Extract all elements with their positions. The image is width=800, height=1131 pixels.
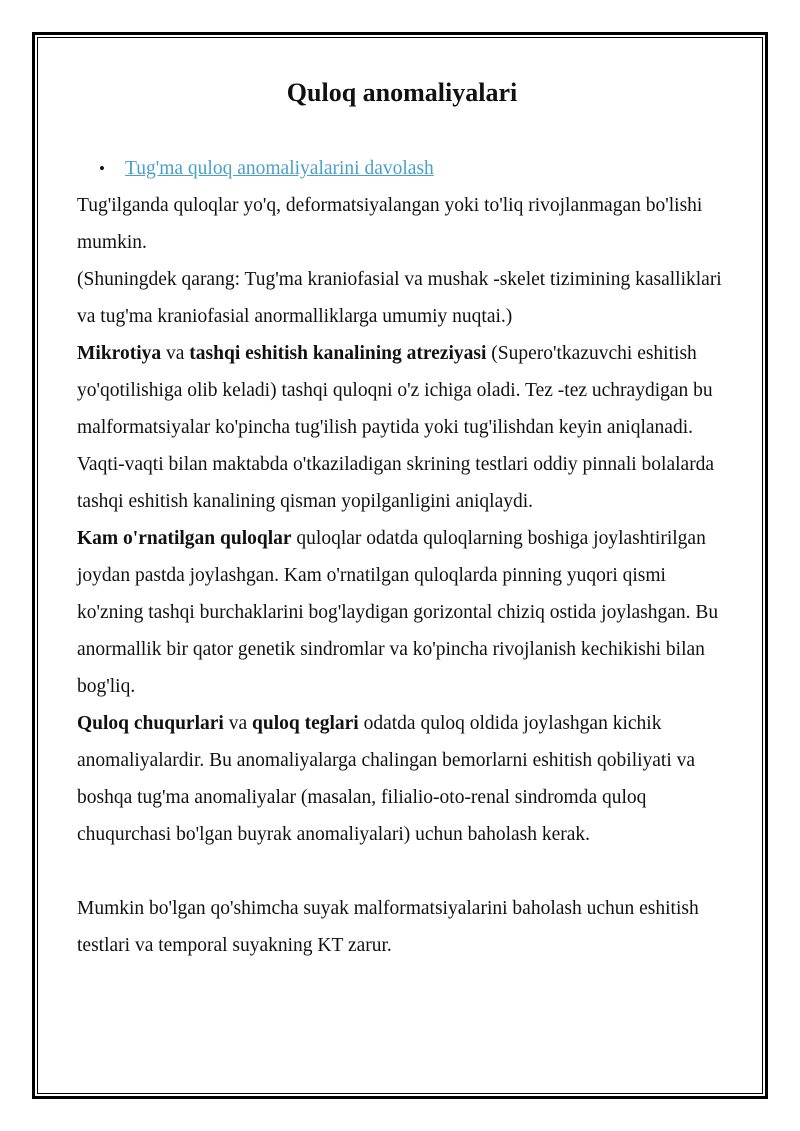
document-body xyxy=(77,76,727,964)
paragraph-intro: Tug'ilganda quloqlar yo'q, deformatsiyalangan yoki to'liq rivojlanmagan bo'lishi mumkin. xyxy=(77,195,703,253)
treatment-link[interactable]: Tug'ma quloq anomaliyalarini davolash xyxy=(125,158,434,179)
bullet-icon: • xyxy=(99,159,105,178)
paragraph-text: quloqlar odatda quloqlarning boshiga joylashtirilgan joydan pastda joylashgan. Kam o'rnatilgan quloqlarda pinning yuqori qismi ko'zning tashqi burchaklarini bog'laydigan gorizontal chiziq ostida joylashgan. Bu anormallik bir qator genetik sindromlar va ko'pincha rivojlanish kechikishi bilan bog'liq. xyxy=(77,528,719,697)
paragraph-testing: Mumkin bo'lgan qo'shimcha suyak malformatsiyalarini baholash uchun eshitish testlari va temporal suyakning KT zarur. xyxy=(77,898,699,956)
term-low-set-ears: Kam o'rnatilgan quloqlar xyxy=(77,528,292,549)
paragraph-microtia xyxy=(77,335,727,520)
term-canal-atresia: tashqi eshitish kanalining atreziyasi xyxy=(189,343,487,364)
paragraph-text: odatda quloq oldida joylashgan kichik anomaliyalardir. Bu anomaliyalarga chalingan bemorlarni eshitish qobiliyati va boshqa tug'ma anomaliyalar (masalan, filialio-oto-renal sindromda quloq chuqurchasi bo'lgan buyrak anomaliyalari) uchun baholash kerak. xyxy=(77,713,696,845)
term-microtia: Mikrotiya xyxy=(77,343,162,364)
term-ear-tags: quloq teglari xyxy=(252,713,359,734)
conjunction: va xyxy=(161,343,190,364)
paragraph-ear-pits xyxy=(77,705,727,853)
conjunction: va xyxy=(223,713,252,734)
paragraph-low-set-ears xyxy=(77,520,727,705)
link-list xyxy=(77,150,727,187)
list-item xyxy=(77,150,727,187)
page-title: Quloq anomaliyalari xyxy=(286,78,518,107)
blank-line xyxy=(77,853,727,890)
term-ear-pits: Quloq chuqurlari xyxy=(77,713,224,734)
paragraph-see-also: (Shuningdek qarang: Tug'ma kraniofasial va mushak -skelet tizimining kasalliklari va tug'ma kraniofasial anormalliklarga umumiy nuqtai.) xyxy=(77,269,722,327)
paragraph-text: (Supero'tkazuvchi eshitish yo'qotilishiga olib keladi) tashqi quloqni o'z ichiga oladi. Tez -tez uchraydigan bu malformatsiyalar ko'pincha tug'ilish paytida yoki tug'ilishdan keyin aniqlanadi. Vaqti-vaqti bilan maktabda o'tkaziladigan skrining testlari oddiy pinnali bolalarda tashqi eshitish kanalining qisman yopilganligini aniqlaydi. xyxy=(77,343,715,512)
